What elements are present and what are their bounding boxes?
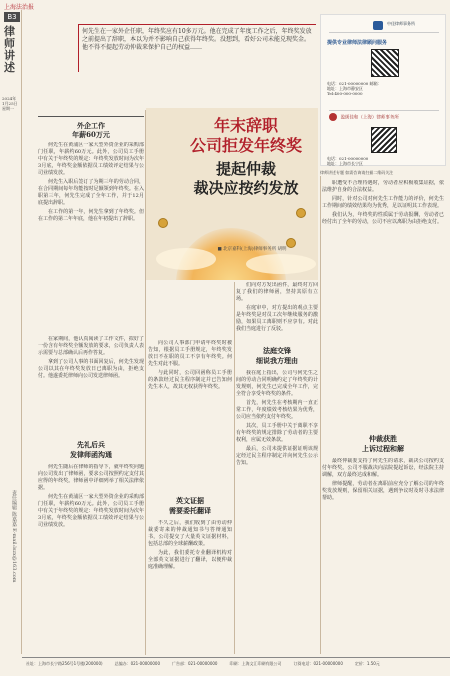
page-footer: [22, 657, 450, 676]
col-d-body: [322, 180, 444, 430]
paragraph: 首先，何先生在考核期内一直正常工作，年度绩效考核结果为优秀，公司应当依约支付年终奖。: [236, 400, 318, 420]
byline: ■ 北京嘉科(上海)律师事务所 胡明: [217, 247, 287, 252]
firm-name-2: 盈颂佳和（上海）律师事务所: [340, 115, 399, 121]
paragraph: 最后，公司未提供证据证明该规定经过民主程序制定并向何先生公示告知。: [236, 446, 318, 466]
ad-contact-line: 电话：021-00000000 邮箱：: [327, 81, 382, 86]
section-code-badge: B3: [4, 12, 20, 22]
column-rule: [320, 176, 321, 654]
intro-text: 何先生在一家外企任职，年终奖应有10多万元。他在完成了年度工作之后，年终奖发放之前提出了辞职，本以为并不影响自己获得年终奖。没想到，看好公司未能兑现奖金。他不得不提起劳动仲裁来保护自己的权益……: [82, 28, 312, 51]
masthead: [0, 0, 450, 10]
col-d-body-2: [322, 458, 444, 652]
issue-date-day: 1月25日: [2, 101, 18, 106]
footer-item: 社址：上海市长宁路256号1号楼(200000): [26, 661, 103, 666]
qr-code-icon: [371, 49, 399, 77]
column-rule: [145, 110, 146, 655]
col-a-heading-1: 外企工作: [77, 121, 105, 130]
coin-icon: [296, 208, 306, 218]
paragraph: 为此，我们委托专业翻译机构对全部英文证据进行了翻译，以便仲裁庭准确理解。: [148, 550, 232, 570]
ad-contact: [327, 81, 441, 96]
ad-logo: [329, 19, 439, 33]
paper-name: 上海法治报: [4, 4, 35, 11]
paragraph: 在家期间，他认真阅读了工作文件，拟好了一份含有年终奖全额发放的要求，公司负责人表示需要与总部确认后再作答复。: [38, 336, 144, 356]
ad-contact-line: 地址：上海市静安区: [327, 86, 363, 91]
paragraph: 们向对方发出函件，最终对方回复了我们的律师函，坚持其原有立场。: [236, 282, 318, 302]
ad-contact-2: [327, 156, 441, 166]
firm-name: 中佳律师事务所: [387, 21, 415, 26]
paragraph: 拿到了公司人事的书面回复后，何先生发现公司以其在年终奖发放日已离职为由，拒绝支付。他遂委托律师向公司发送律师函。: [38, 359, 144, 379]
ad-logo-2: [329, 110, 439, 124]
issue-date-year: 2024年: [2, 96, 17, 101]
column-rule: [234, 282, 235, 654]
paragraph: 何先生在黄浦区一家大型外资企业的采购部门任职，年薪约60万元。此外，公司员工手册中有关于年终奖的规定：年终奖发放时间为次年3月底，年终奖金额依据员工绩效评定结果与公司业绩发放。: [38, 142, 144, 176]
col-b-subhead-2: 需要委托翻译: [169, 506, 211, 515]
paragraph: 我在庭上指出，公司与何先生之间的劳动合同明确约定了年终奖的计发规则，何先生已完成全年工作，完全符合享受年终奖的条件。: [236, 370, 318, 397]
issue-date: [2, 96, 22, 111]
headline-line-2: 公司拒发年终奖: [189, 136, 302, 155]
article-intro: [82, 28, 312, 68]
col-c-body: [236, 282, 318, 340]
col-d-subhead-1: 仲裁获胜: [369, 434, 397, 443]
paragraph: 在工作的第一年，何先生拿到了年终奖。但在工作的第二年年底，他在年初提出了辞职。: [38, 209, 144, 222]
section-sidebar: [0, 10, 22, 654]
paragraph: 不久之后，我们收到了由劳动仲裁委寄来的仲裁通知书与答辩通知书，公司提交了大量英文证据材料，包括总部的全球薪酬政策。: [148, 520, 232, 547]
footer-item: 订阅电话：021-00000000: [293, 661, 343, 666]
law-firm-ad: [320, 14, 446, 166]
editor-credits: 责任编辑 陈嘉嘉 E-mail:lszx@163.com: [11, 490, 17, 583]
paragraph: 最终仲裁委支持了何先生的请求，裁决公司按约支付年终奖。公司不服裁决向法院提起诉讼，经法院主持调解，双方最终达成和解。: [322, 458, 444, 478]
ad-contact-line: 电话：021-00000000: [327, 156, 369, 161]
ad-contact-line: 地址：上海市长宁区: [327, 161, 363, 166]
headline-block: [160, 116, 332, 198]
ad-caption: 律师讲述专题 如需咨询请扫描二维码关注: [320, 170, 394, 175]
col-a-subhead-1: 先礼后兵: [77, 440, 105, 449]
paragraph: 同时，针对公司对何先生工作能力的评价，何先生工作期间的绩效结果均为优秀，足以证明其工作表现。: [322, 196, 444, 209]
col-c-body-2: [236, 370, 318, 652]
paragraph: 何先生随后在律师的指导下，就年终奖问题向公司发出了律师函，要求公司按照约定支付其应得的年终奖。律师函中详细列举了相关法律依据。: [38, 464, 144, 491]
subheadline-line-2: 裁决应按约发放: [193, 179, 299, 197]
coin-icon: [158, 218, 168, 228]
paragraph: 其次，员工手册中关于离职不享有年终奖的规定排除了劳动者的主要权利，应属无效条款。: [236, 423, 318, 443]
col-c-subhead-2: 细说我方理由: [256, 356, 298, 365]
col-d-subhead-2: 上诉过程和解: [362, 444, 404, 453]
section-title: 律师讲述: [4, 25, 15, 74]
headline-line-1: 年末辞职: [213, 116, 278, 135]
footer-item: 广告部：021-00000000: [172, 661, 218, 666]
ad-contact-line: Tel:400-000-0000: [327, 91, 363, 96]
col-a-subhead-2: 发律师函沟通: [70, 450, 112, 459]
ad-headline: 提供专业律师法律顾问服务: [327, 40, 388, 46]
col-a-body-3: [38, 464, 144, 652]
col-b-body: [148, 340, 232, 490]
paragraph: 我们认为，年终奖的性质属于劳动报酬，劳动者已经付出了全年的劳动，公司不应以离职为由拒绝支付。: [322, 212, 444, 225]
paragraph: 与此同时，公司回函称员工手册的条款经过民主程序制定并已告知何先生本人，故其无权获得年终奖。: [148, 370, 232, 390]
col-a-heading-2: 年薪60万元: [72, 130, 110, 139]
paragraph: 何先生在黄浦区一家大型外资企业的采购部门任职，年薪约60万元。此外，公司员工手册中有关于年终奖的规定：年终奖发放时间为次年3月底，年终奖金额依据员工绩效评定结果与公司业绩发放。: [38, 494, 144, 528]
col-b-body-2: [148, 520, 232, 652]
paragraph: 向公司人事部门申请年终奖时被告知，根据员工手册规定，年终奖发放日不在职的员工不享有年终奖。何先生对此不服。: [148, 340, 232, 367]
subheadline-line-1: 提起仲裁: [215, 160, 276, 178]
issue-date-weekday: 星期一: [2, 106, 14, 111]
col-c-subhead-1: 法庭交锋: [263, 346, 291, 355]
col-a-body: [38, 142, 144, 322]
qr-code-2-icon: [371, 127, 397, 153]
cloud-shape: [246, 254, 316, 274]
paragraph: 在庭审中，对方提出的观点主要是年终奖是对员工次年继续服务的激励，如果员工离职则不应享有。对此我们当庭进行了反驳。: [236, 305, 318, 332]
paragraph: 律师提醒，劳动者在离职前应充分了解公司的年终奖发放规则，保留相关证据，遇到争议时及时寻求法律帮助。: [322, 481, 444, 501]
col-a-body-2: [38, 336, 144, 436]
col-b-subhead-1: 英文证据: [176, 496, 204, 505]
footer-item: 印刷：上海文汇印刷有限公司: [229, 661, 282, 666]
footer-item: 总编办：021-00000000: [114, 661, 161, 666]
paragraph: 职遭受不合理待遇时，劳动者应积极收集证据，依法维护自身的合法权益。: [322, 180, 444, 193]
firm-logo-icon: [373, 21, 383, 30]
footer-item: 定价：1.50元: [354, 661, 380, 666]
paragraph: 何先生入职后签订了为期三年的劳动合同，在合同期间每年均能按时足额领到年终奖。在入职第三年，何先生完成了全年工作，并于12月底提出辞职。: [38, 179, 144, 206]
